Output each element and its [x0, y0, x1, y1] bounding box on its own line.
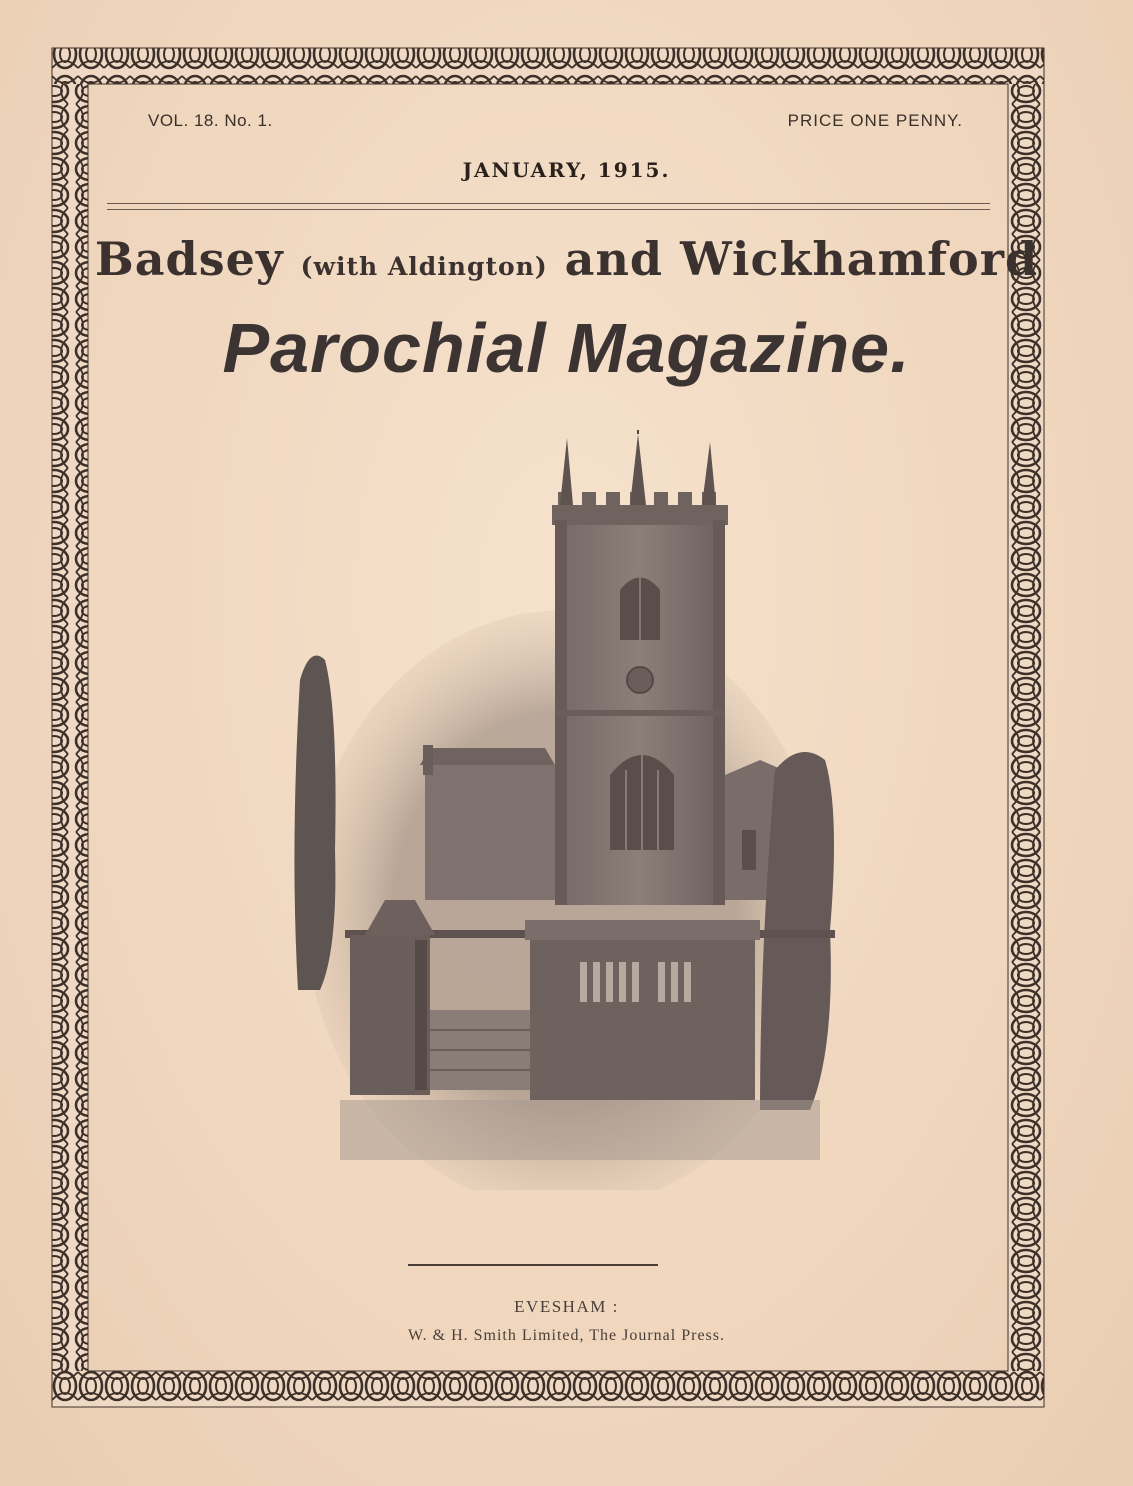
magazine-title: Parochial Magazine.: [222, 309, 911, 387]
price-label: PRICE ONE PENNY.: [787, 111, 963, 130]
imprint-printer: W. & H. Smith Limited, The Journal Press.: [408, 1327, 725, 1344]
imprint-place: EVESHAM :: [514, 1297, 619, 1316]
imprint-rule: [408, 1264, 658, 1266]
border-bottom: [52, 1371, 1044, 1407]
title-wickhamford: and Wickhamford: [547, 232, 1039, 286]
border-top: [52, 48, 1044, 84]
title-badsey: Badsey: [94, 232, 301, 286]
header-rule: [107, 203, 990, 204]
parish-title: [0, 232, 1133, 286]
title-with-aldington: (with Aldington): [300, 252, 548, 281]
volume-number: VOL. 18. No. 1.: [148, 111, 273, 130]
header-rule-secondary: [107, 209, 990, 210]
church-photograph: [290, 430, 840, 1190]
issue-date: JANUARY, 1915.: [462, 158, 671, 182]
